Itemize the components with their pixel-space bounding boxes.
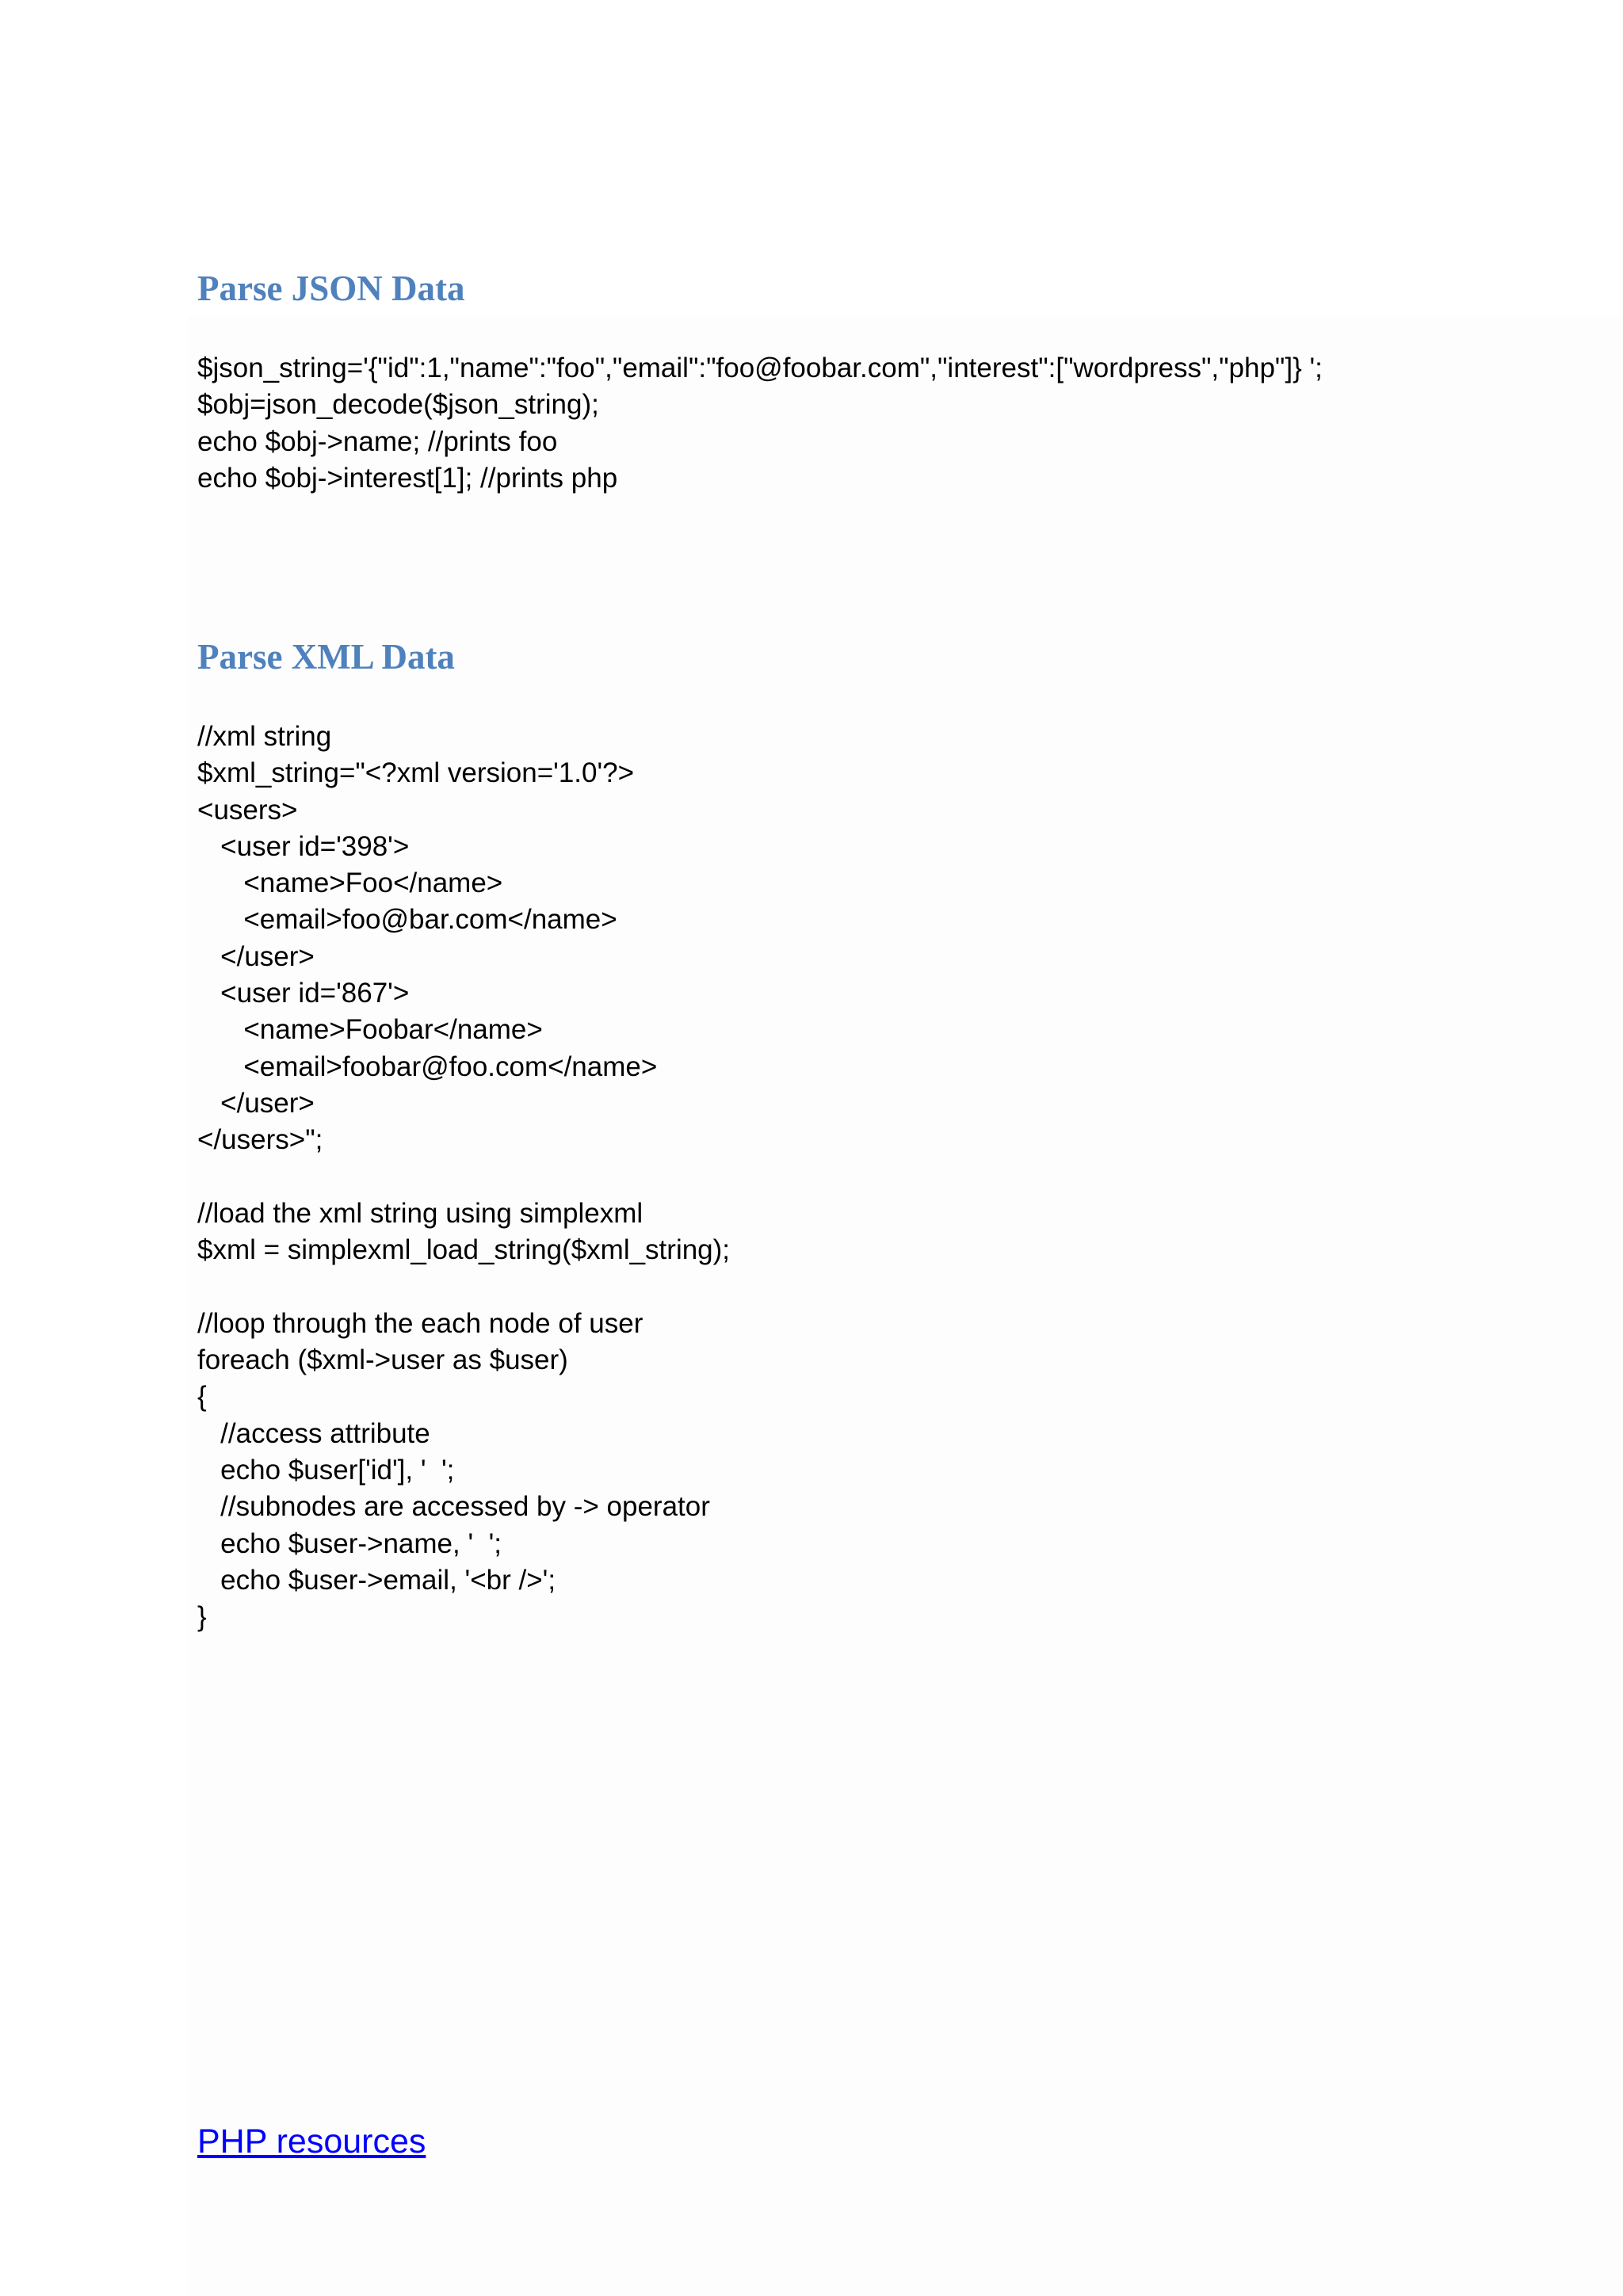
code-line: $obj=json_decode($json_string); <box>197 389 599 421</box>
code-line: $xml_string="<?xml version='1.0'?> <box>197 757 635 789</box>
code-line: <users> <box>197 794 298 826</box>
php-resources-link[interactable]: PHP resources <box>197 2122 426 2161</box>
code-line: echo $user['id'], ' '; <box>197 1454 455 1486</box>
code-line <box>197 1159 730 1196</box>
code-line: </user> <box>197 1087 315 1119</box>
code-line: <user id='867'> <box>197 978 410 1009</box>
code-line: </users>"; <box>197 1124 323 1156</box>
code-line: //loop through the each node of user <box>197 1307 643 1339</box>
code-line: //subnodes are accessed by -> operator <box>197 1491 710 1523</box>
code-line: //load the xml string using simplexml <box>197 1197 643 1229</box>
xml-section-heading: Parse XML Data <box>197 637 455 677</box>
code-line: echo $user->email, '<br />'; <box>197 1564 556 1596</box>
code-line: echo $obj->name; //prints foo <box>197 425 558 457</box>
code-line: echo $user->name, ' '; <box>197 1527 502 1559</box>
code-line: <email>foo@bar.com</name> <box>197 904 617 936</box>
code-line: { <box>197 1381 207 1413</box>
code-line: $json_string='{"id":1,"name":"foo","email":"foo@foobar.com","interest":["wordpress","php"]} '; <box>197 353 1323 383</box>
code-line: echo $obj->interest[1]; //prints php <box>197 462 618 494</box>
json-section-heading: Parse JSON Data <box>197 269 465 308</box>
xml-code-block <box>197 719 730 1635</box>
code-line: </user> <box>197 940 315 972</box>
json-code-block <box>197 350 1323 497</box>
code-line: <name>Foo</name> <box>197 868 503 899</box>
code-line: foreach ($xml->user as $user) <box>197 1344 568 1376</box>
code-line: //access attribute <box>197 1417 430 1449</box>
code-line: } <box>197 1601 207 1633</box>
code-line: <user id='398'> <box>197 830 410 862</box>
code-line: <email>foobar@foo.com</name> <box>197 1051 658 1082</box>
code-line: <name>Foobar</name> <box>197 1014 543 1046</box>
code-line: //xml string <box>197 721 332 752</box>
code-line: $xml = simplexml_load_string($xml_string); <box>197 1234 731 1266</box>
code-line <box>197 1268 730 1305</box>
